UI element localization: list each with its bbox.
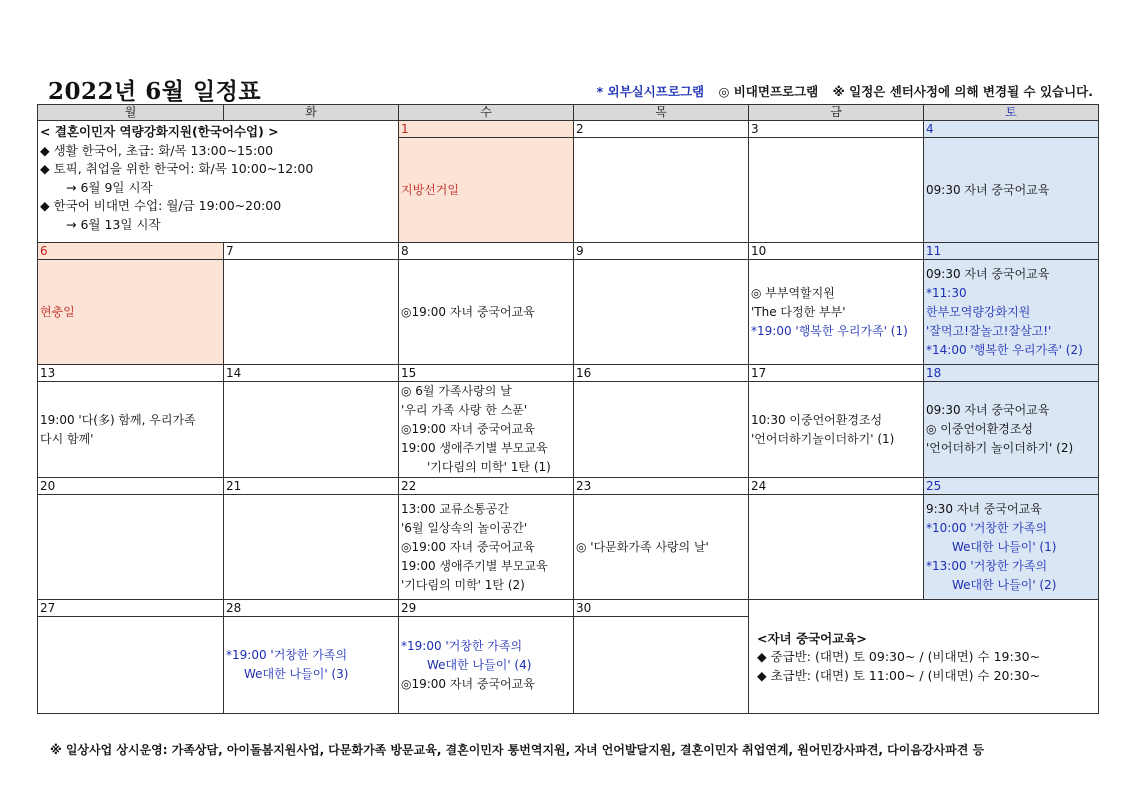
date-cell: 10 [749, 243, 924, 260]
event-text: We대한 나들이' (2) [952, 577, 1057, 592]
event-text: ◎19:00 자녀 중국어교육 [401, 304, 535, 319]
event-cell [38, 382, 224, 478]
legend [587, 82, 1093, 100]
chinese-class-line: ◆ 초급반: (대면) 토 11:00~ / (비대면) 수 20:30~ [757, 667, 1041, 683]
date-cell: 15 [399, 365, 574, 382]
event-text: ◎ '다문화가족 사랑의 날' [576, 539, 709, 554]
event-text: '기다림의 미학' 1탄 (1) [427, 460, 551, 474]
event-cell [399, 495, 574, 600]
event-cell [574, 617, 749, 714]
event-text: 현충일 [40, 304, 75, 319]
event-text: 다시 함께' [40, 431, 94, 446]
event-text: 13:00 교류소통공간 [401, 501, 509, 516]
event-cell [399, 138, 574, 243]
event-text: 09:30 자녀 중국어교육 [926, 266, 1050, 281]
event-text: We대한 나들이' (3) [244, 667, 349, 681]
legend-online: ◎ 비대면프로그램 [718, 84, 819, 99]
date-cell: 16 [574, 365, 749, 382]
date-cell: 21 [224, 478, 399, 495]
event-row [38, 260, 1099, 365]
event-text: '우리 가족 사랑 한 스푼' [401, 403, 528, 417]
event-cell [749, 382, 924, 478]
event-cell [38, 617, 224, 714]
korean-class-heading: < 결혼이민자 역량강화지원(한국어수업) > [40, 124, 279, 139]
event-cell [749, 138, 924, 243]
korean-class-line: → 6월 13일 시작 [66, 216, 161, 232]
korean-class-line: → 6월 9일 시작 [66, 179, 153, 195]
event-cell [924, 495, 1099, 600]
event-text: *14:00 '행복한 우리가족' (2) [926, 342, 1083, 357]
date-cell: 17 [749, 365, 924, 382]
event-text: 9:30 자녀 중국어교육 [926, 501, 1042, 516]
event-row [38, 382, 1099, 478]
korean-class-note [38, 121, 399, 243]
date-cell: 7 [224, 243, 399, 260]
chinese-class-line: ◆ 중급반: (대면) 토 09:30~ / (비대면) 수 19:30~ [757, 649, 1041, 665]
event-text: ◎ 6월 가족사랑의 날 [401, 384, 512, 398]
event-cell [574, 495, 749, 600]
korean-class-line: ◆ 생활 한국어, 초급: 화/목 13:00~15:00 [40, 142, 274, 158]
event-cell [224, 617, 399, 714]
weekday-thu: 목 [574, 105, 749, 121]
weekday-sat: 토 [924, 105, 1099, 121]
date-cell: 25 [924, 478, 1099, 495]
event-cell [924, 260, 1099, 365]
event-text: *10:00 '거창한 가족의 [926, 520, 1048, 535]
event-text: We대한 나들이' (1) [952, 539, 1057, 554]
event-text: '언어더하기 놀이더하기' (2) [926, 441, 1074, 455]
event-text: 지방선거일 [401, 182, 459, 197]
footer-note: ※ 일상사업 상시운영: 가족상담, 아이돌봄지원사업, 다문화가족 방문교육, 결혼이민자 통번역지원, 자녀 언어발달지원, 결혼이민자 취업연계, 원어민강사파견, 다이음강사파견 등 [50, 743, 985, 757]
date-row [38, 365, 1099, 382]
date-cell: 28 [224, 600, 399, 617]
event-cell [749, 495, 924, 600]
chinese-class-heading: <자녀 중국어교육> [757, 630, 867, 646]
legend-note: ※ 일정은 센터사정에 의해 변경될 수 있습니다. [832, 84, 1093, 99]
date-cell: 20 [38, 478, 224, 495]
event-text: '언어더하기놀이더하기' (1) [751, 431, 895, 446]
event-cell [399, 260, 574, 365]
event-cell [399, 617, 574, 714]
date-cell: 14 [224, 365, 399, 382]
date-cell: 6 [38, 243, 224, 260]
event-text: *19:00 '거창한 가족의 [401, 638, 523, 653]
date-cell: 18 [924, 365, 1099, 382]
page-title: 2022년 6월 일정표 [48, 78, 262, 105]
event-text: 09:30 자녀 중국어교육 [926, 403, 1050, 417]
event-text: ◎ 부부역할지원 [751, 285, 835, 300]
event-text: 'The 다정한 부부' [751, 304, 846, 319]
event-text: 한부모역량강화지원 [926, 304, 1031, 319]
date-cell: 8 [399, 243, 574, 260]
weekday-mon: 월 [38, 105, 224, 121]
event-cell [749, 260, 924, 365]
event-text: '기다림의 미학' 1탄 (2) [401, 577, 525, 592]
date-cell: 13 [38, 365, 224, 382]
event-text: ◎19:00 자녀 중국어교육 [401, 676, 535, 691]
event-text: 10:30 이중언어환경조성 [751, 412, 883, 427]
date-cell: 30 [574, 600, 749, 617]
event-text: We대한 나들이' (4) [427, 657, 532, 672]
event-text: '6월 일상속의 놀이공간' [401, 520, 528, 535]
calendar-table [37, 104, 1099, 714]
korean-class-line: ◆ 한국어 비대면 수업: 월/금 19:00~20:00 [40, 198, 282, 213]
event-cell [399, 382, 574, 478]
legend-external: * 외부실시프로그램 [596, 84, 705, 99]
date-cell: 29 [399, 600, 574, 617]
weekday-wed: 수 [399, 105, 574, 121]
event-text: 19:00 생애주기별 부모교육 [401, 441, 548, 455]
event-cell [574, 138, 749, 243]
event-text: ◎19:00 자녀 중국어교육 [401, 539, 535, 554]
date-row [38, 478, 1099, 495]
event-text: *19:00 '거창한 가족의 [226, 648, 348, 662]
event-text: ◎ 이중언어환경조성 [926, 422, 1034, 436]
event-row [38, 495, 1099, 600]
weekday-fri: 금 [749, 105, 924, 121]
date-row [38, 600, 1099, 617]
event-text: 19:00 생애주기별 부모교육 [401, 558, 548, 573]
weekday-tue: 화 [224, 105, 399, 121]
date-cell: 2 [574, 121, 749, 138]
date-cell: 27 [38, 600, 224, 617]
event-cell [224, 260, 399, 365]
event-cell [224, 495, 399, 600]
event-text: *13:00 '거창한 가족의 [926, 558, 1048, 573]
date-cell: 4 [924, 121, 1099, 138]
date-cell: 11 [924, 243, 1099, 260]
event-cell [224, 382, 399, 478]
event-cell [924, 138, 1099, 243]
event-cell [38, 260, 224, 365]
date-cell: 9 [574, 243, 749, 260]
event-cell [924, 382, 1099, 478]
event-cell [574, 382, 749, 478]
event-text: 19:00 '다(多) 함께, 우리가족 [40, 412, 196, 427]
event-text: *19:00 '행복한 우리가족' (1) [751, 323, 908, 338]
event-cell [38, 495, 224, 600]
weekday-header-row [38, 105, 1099, 121]
date-row [38, 243, 1099, 260]
event-text: *11:30 [926, 285, 967, 300]
date-cell: 3 [749, 121, 924, 138]
korean-class-line: ◆ 토픽, 취업을 위한 한국어: 화/목 10:00~12:00 [40, 161, 314, 176]
event-cell [574, 260, 749, 365]
date-cell: 1 [399, 121, 574, 138]
date-cell: 22 [399, 478, 574, 495]
date-cell: 23 [574, 478, 749, 495]
chinese-class-note [749, 600, 1099, 714]
event-text: '잘먹고!잘놀고!잘살고!' [926, 323, 1052, 338]
event-text: ◎19:00 자녀 중국어교육 [401, 422, 535, 436]
event-text: 09:30 자녀 중국어교육 [926, 182, 1050, 197]
date-cell: 24 [749, 478, 924, 495]
date-row [38, 121, 1099, 138]
